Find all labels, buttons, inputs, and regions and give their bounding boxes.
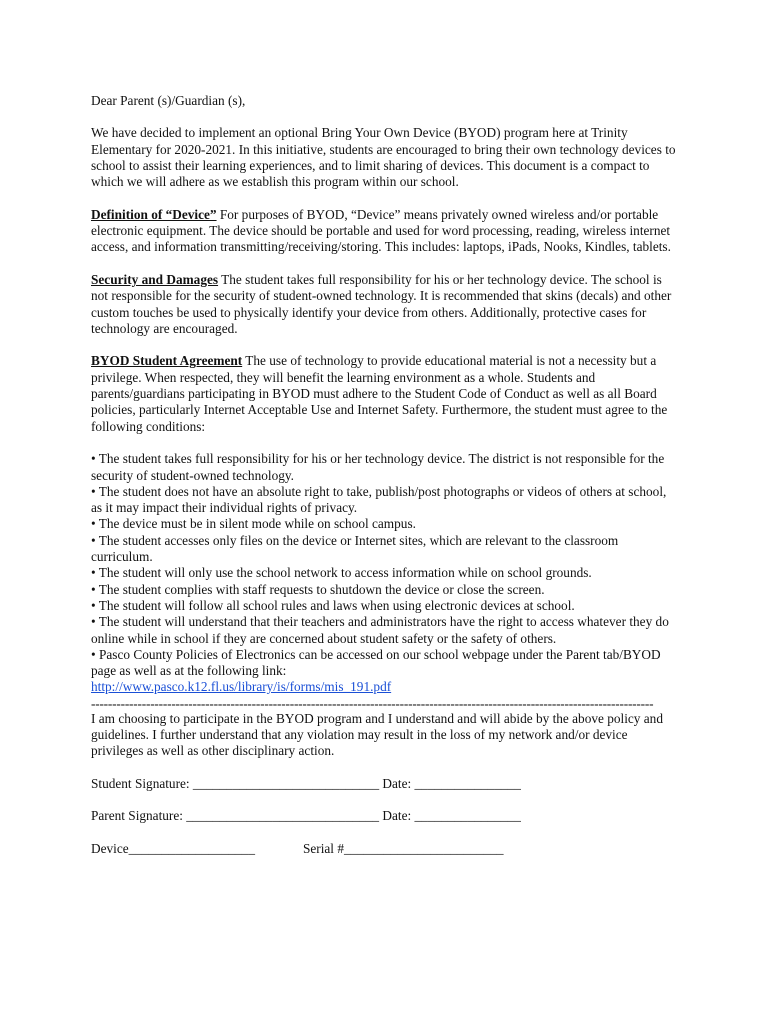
condition-item: • The student will understand that their teachers and administrators have the right to access whatever they do online while in school if they are concerned about student safety or the safety of others. <box>91 614 669 646</box>
conditions-list <box>91 451 680 679</box>
student-signature-line[interactable]: Student Signature: ____________________________ Date: ________________ <box>91 775 521 791</box>
condition-item: • The student does not have an absolute right to take, publish/post photographs or videos of others at school, as it may impact their individual rights of privacy. <box>91 483 667 516</box>
field-gap <box>255 841 303 857</box>
definition-heading: Definition of “Device” <box>91 206 217 222</box>
condition-item: • The student accesses only files on the device or Internet sites, which are relevant to the classroom curriculum. <box>91 532 619 565</box>
condition-item: • The student will only use the school network to access information while on school grounds. <box>91 565 592 581</box>
device-serial-row <box>91 841 680 857</box>
greeting: Dear Parent (s)/Guardian (s), <box>91 93 246 108</box>
parent-signature-line[interactable]: Parent Signature: _____________________________ Date: ________________ <box>91 808 521 824</box>
device-field[interactable]: Device___________________ <box>91 841 255 857</box>
agreement-body: The use of technology to provide educational material is not a necessity but a privilege. When respected, they will benefit the learning environment as a whole. Students and parents/guardians participating in BYOD must adhere to the Student Code of Conduct as well as all Board policies, particularly Internet Acceptable Use and Internet Safety. Furthermore, the student must agree to the following conditions: <box>91 353 668 434</box>
condition-item: • The device must be in silent mode while on school campus. <box>91 516 416 532</box>
consent-paragraph: I am choosing to participate in the BYOD program and I understand and will abide by the above policy and guidelines. I further understand that any violation may result in the loss of my network and/or device privileges as well as other disciplinary action. <box>91 710 663 759</box>
intro-paragraph: We have decided to implement an optional Bring Your Own Device (BYOD) program here at Trinity Elementary for 2020-2021. In this initiative, students are encouraged to bring their own technology devices to school to assist their learning experiences, and to limit sharing of devices. This document is a compact to which we will adhere as we establish this program within our school. <box>91 125 676 190</box>
policy-link-line <box>91 679 680 695</box>
serial-field[interactable]: Serial #________________________ <box>302 841 504 857</box>
condition-item: • Pasco County Policies of Electronics can be accessed on our school webpage under the Parent tab/BYOD page as well as at the following link: <box>91 646 661 679</box>
separator-line: ------------------------------------------------------------------------------------------------------------------------------------- <box>91 695 654 711</box>
policy-link[interactable]: http://www.pasco.k12.fl.us/library/is/forms/mis_191.pdf <box>91 679 392 695</box>
security-heading: Security and Damages <box>91 271 219 287</box>
agreement-heading: BYOD Student Agreement <box>91 353 243 369</box>
condition-item: • The student takes full responsibility for his or her technology device. The district is not responsible for the security of student-owned technology. <box>91 451 665 483</box>
condition-item: • The student will follow all school rules and laws when using electronic devices at school. <box>91 597 575 613</box>
condition-item: • The student complies with staff requests to shutdown the device or close the screen. <box>91 581 545 597</box>
security-body: The student takes full responsibility for his or her technology device. The school is not responsible for the security of student-owned technology. It is recommended that skins (decals) and other custom touches be used to physically identify your device from others. Additionally, protective cases for technology are encouraged. <box>91 271 672 336</box>
definition-section <box>91 207 680 256</box>
agreement-section <box>91 353 680 434</box>
security-section <box>91 272 680 337</box>
definition-body: For purposes of BYOD, “Device” means privately owned wireless and/or portable electronic equipment. The device should be portable and used for word processing, reading, wireless internet access, and information transmitting/receiving/storing. This includes: laptops, iPads, Nooks, Kindles, tablets. <box>91 206 671 255</box>
